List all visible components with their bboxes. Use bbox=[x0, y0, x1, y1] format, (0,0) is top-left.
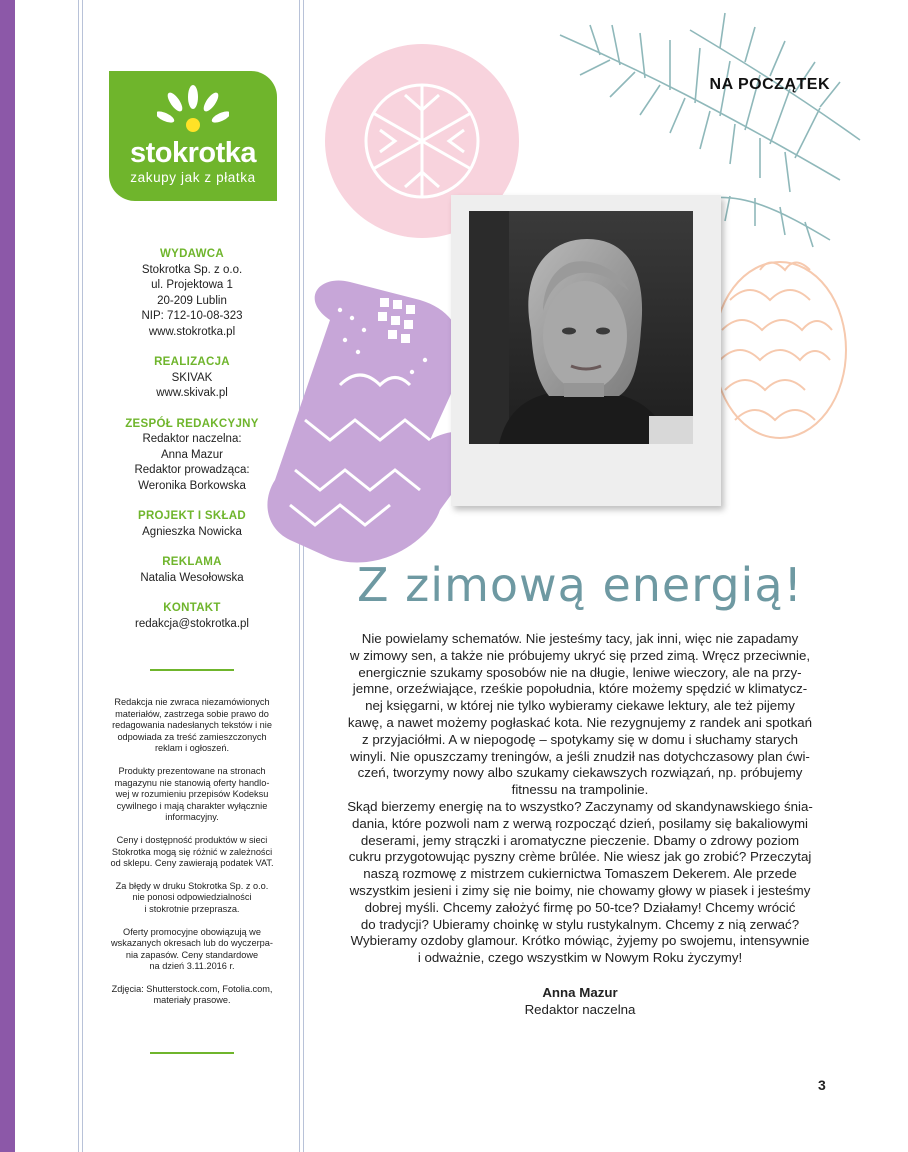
note-line: Zdjęcia: Shutterstock.com, Fotolia.com, bbox=[111, 983, 273, 994]
note-line: i stokrotnie przeprasza. bbox=[144, 903, 240, 914]
note-line: Ceny i dostępność produktów w sieci bbox=[116, 834, 268, 845]
note-line: na dzień 3.11.2016 r. bbox=[149, 961, 235, 972]
body-line: Wybieramy ozdoby glamour. Krótko mówiąc, żyjemy po swojemu, intensywnie bbox=[350, 933, 810, 949]
note-line: nie ponosi odpowiedzialności bbox=[132, 892, 252, 903]
publisher-heading: WYDAWCA bbox=[159, 248, 225, 260]
note-line: nia zapasów. Ceny standardowe bbox=[125, 949, 259, 960]
note-line: od sklepu. Ceny zawierają podatek VAT. bbox=[110, 858, 274, 869]
note-paragraph bbox=[92, 835, 292, 870]
body-line: dobrej myśli. Chcemy założyć firmę po 50-tce? Działamy! Chcemy wrócić bbox=[364, 899, 796, 915]
masthead-publisher bbox=[82, 247, 302, 340]
note-paragraph bbox=[92, 881, 292, 916]
masthead-design bbox=[82, 509, 302, 540]
daisy-icon bbox=[157, 85, 229, 139]
body-line: czeń, tworzymy nowy albo szukamy ciekawszych rozwiązań, np. próbujemy bbox=[357, 765, 803, 781]
note-paragraph bbox=[92, 766, 292, 824]
note-line: odpowiada za treść zamieszczonych bbox=[117, 731, 267, 742]
body-line: energicznie szukamy sposobów nie na długie, leniwe wieczory, ale na przy- bbox=[358, 664, 802, 680]
masthead-contact bbox=[82, 601, 302, 632]
logo-name: stokrotka bbox=[129, 137, 257, 169]
body-line: wszystkim jesieni i zimy się nie boimy, nie chowamy głowy w piasek i jesteśmy bbox=[349, 882, 811, 898]
note-line: informacyjny. bbox=[165, 812, 219, 823]
pinecone-illustration bbox=[714, 262, 846, 438]
note-paragraph bbox=[92, 927, 292, 973]
team-line: Redaktor naczelna: bbox=[142, 433, 242, 445]
note-paragraph bbox=[92, 984, 292, 1007]
note-line: Oferty promocyjne obowiązują we bbox=[123, 926, 261, 937]
legal-notes bbox=[92, 697, 292, 1018]
masthead-ads bbox=[82, 555, 302, 586]
note-line: reklam i ogłoszeń. bbox=[154, 743, 230, 754]
body-line: w zimowy sen, a także nie próbujemy ukryć się przed zimą. Wręcz przeciwnie, bbox=[349, 647, 811, 663]
note-line: materiały prasowe. bbox=[153, 995, 231, 1006]
note-line: redagowania nadesłanych tekstów i nie bbox=[112, 720, 272, 731]
note-line: materiałów, zastrzega sobie prawo do bbox=[115, 708, 269, 719]
realization-heading: REALIZACJA bbox=[154, 356, 230, 368]
body-line: Nie powielamy schematów. Nie jesteśmy tacy, jak inni, więc nie zapadamy bbox=[361, 631, 799, 646]
publisher-website-link[interactable]: www.stokrotka.pl bbox=[148, 325, 236, 338]
article-body bbox=[326, 631, 834, 967]
masthead-team bbox=[82, 417, 302, 495]
body-line: cukru przygotowując pyszny crème brûlée. Nie wiesz jak go zrobić? Przeczytaj bbox=[348, 849, 812, 865]
note-line: cywilnego i mają charakter wyłącznie bbox=[116, 800, 268, 811]
note-line: Produkty prezentowane na stronach bbox=[118, 765, 266, 776]
note-line: Redakcja nie zwraca niezamówionych bbox=[114, 697, 270, 707]
design-heading: PROJEKT I SKŁAD bbox=[137, 510, 246, 522]
author-role: Redaktor naczelna bbox=[524, 1001, 636, 1017]
page-number: 3 bbox=[818, 1077, 826, 1093]
body-line: do tradycji? Ubieramy choinkę w stylu rustykalnym. Chcemy z nią zerwać? bbox=[360, 916, 800, 932]
logo-tagline: zakupy jak z płatka bbox=[130, 170, 256, 185]
sidebar bbox=[82, 0, 302, 1152]
body-line: z przyjaciółmi. A w niepogodę – spotykamy się w domu i słuchamy starych bbox=[361, 731, 799, 747]
team-line: Anna Mazur bbox=[160, 448, 223, 461]
ads-heading: REKLAMA bbox=[162, 556, 222, 568]
note-line: magazynu nie stanowią oferty handlo- bbox=[114, 777, 270, 788]
divider-bottom bbox=[150, 1052, 234, 1054]
body-line: deserami, jemy strączki i aromatyczne pieczenie. Dbamy o zdrowy poziom bbox=[360, 832, 800, 848]
publisher-line: ul. Projektowa 1 bbox=[151, 279, 233, 291]
stokrotka-logo[interactable] bbox=[109, 71, 277, 201]
note-line: Stokrotka mogą się różnić w zależności bbox=[111, 846, 273, 857]
design-line: Agnieszka Nowicka bbox=[142, 525, 242, 538]
editor-portrait-image bbox=[469, 211, 693, 444]
body-line: nej księgarni, w której nie tylko wybieramy ciekawe lektury, ale też pijemy bbox=[365, 698, 795, 714]
divider-top bbox=[150, 669, 234, 671]
article-signature bbox=[326, 985, 834, 1019]
team-heading: ZESPÓŁ REDAKCYJNY bbox=[125, 417, 259, 430]
publisher-line: Stokrotka Sp. z o.o. bbox=[141, 263, 243, 276]
article-title: Z zimową energią! bbox=[357, 558, 803, 612]
section-label: NA POCZĄTEK bbox=[709, 76, 830, 93]
body-line: fitnessu na trampolinie. bbox=[511, 782, 649, 798]
contact-heading: KONTAKT bbox=[163, 602, 221, 614]
note-paragraph bbox=[92, 697, 292, 755]
note-line: wej w rozumieniu przepisów Kodeksu bbox=[115, 789, 269, 800]
realization-website-link[interactable]: www.skivak.pl bbox=[156, 387, 228, 399]
body-line: i odważnie, czego wszystkim w Nowym Roku życzymy! bbox=[417, 950, 743, 966]
body-line: kawę, a nawet możemy pogłaskać kota. Nie rezygnujemy z randek ani spotkań bbox=[347, 714, 813, 730]
publisher-line: 20-209 Lublin bbox=[157, 294, 227, 307]
masthead bbox=[82, 247, 302, 647]
publisher-line: NIP: 712-10-08-323 bbox=[141, 310, 243, 322]
masthead-realization bbox=[82, 355, 302, 402]
body-line: dania, które pozwoli nam z werwą rozpocząć dzień, posilamy się bakaliowymi bbox=[352, 815, 808, 831]
realization-line: SKIVAK bbox=[171, 371, 213, 384]
author-name: Anna Mazur bbox=[542, 985, 618, 1000]
body-line: naszą rozmowę z mistrzem cukiernictwa Tomaszem Dekerem. Ale przede bbox=[363, 866, 797, 882]
body-line: Skąd bierzemy energię na to wszystko? Zaczynamy od skandynawskiego śnia- bbox=[347, 798, 813, 814]
body-line: jemne, orzeźwiające, rześkie popołudnia, które możemy spędzić w klimatycz- bbox=[352, 681, 808, 697]
team-line: Weronika Borkowska bbox=[138, 479, 246, 492]
note-line: wskazanych okresach lub do wyczerpa- bbox=[111, 938, 273, 949]
ads-line: Natalia Wesołowska bbox=[140, 571, 244, 584]
body-line: winyli. Nie opuszczamy treningów, a jeśli znudził nas dotychczasowy plan ćwi- bbox=[350, 748, 810, 764]
editor-photo bbox=[451, 195, 721, 506]
contact-email-link[interactable]: redakcja@stokrotka.pl bbox=[135, 617, 249, 630]
note-line: Za błędy w druku Stokrotka Sp. z o.o. bbox=[115, 880, 269, 891]
team-line: Redaktor prowadząca: bbox=[134, 464, 250, 476]
